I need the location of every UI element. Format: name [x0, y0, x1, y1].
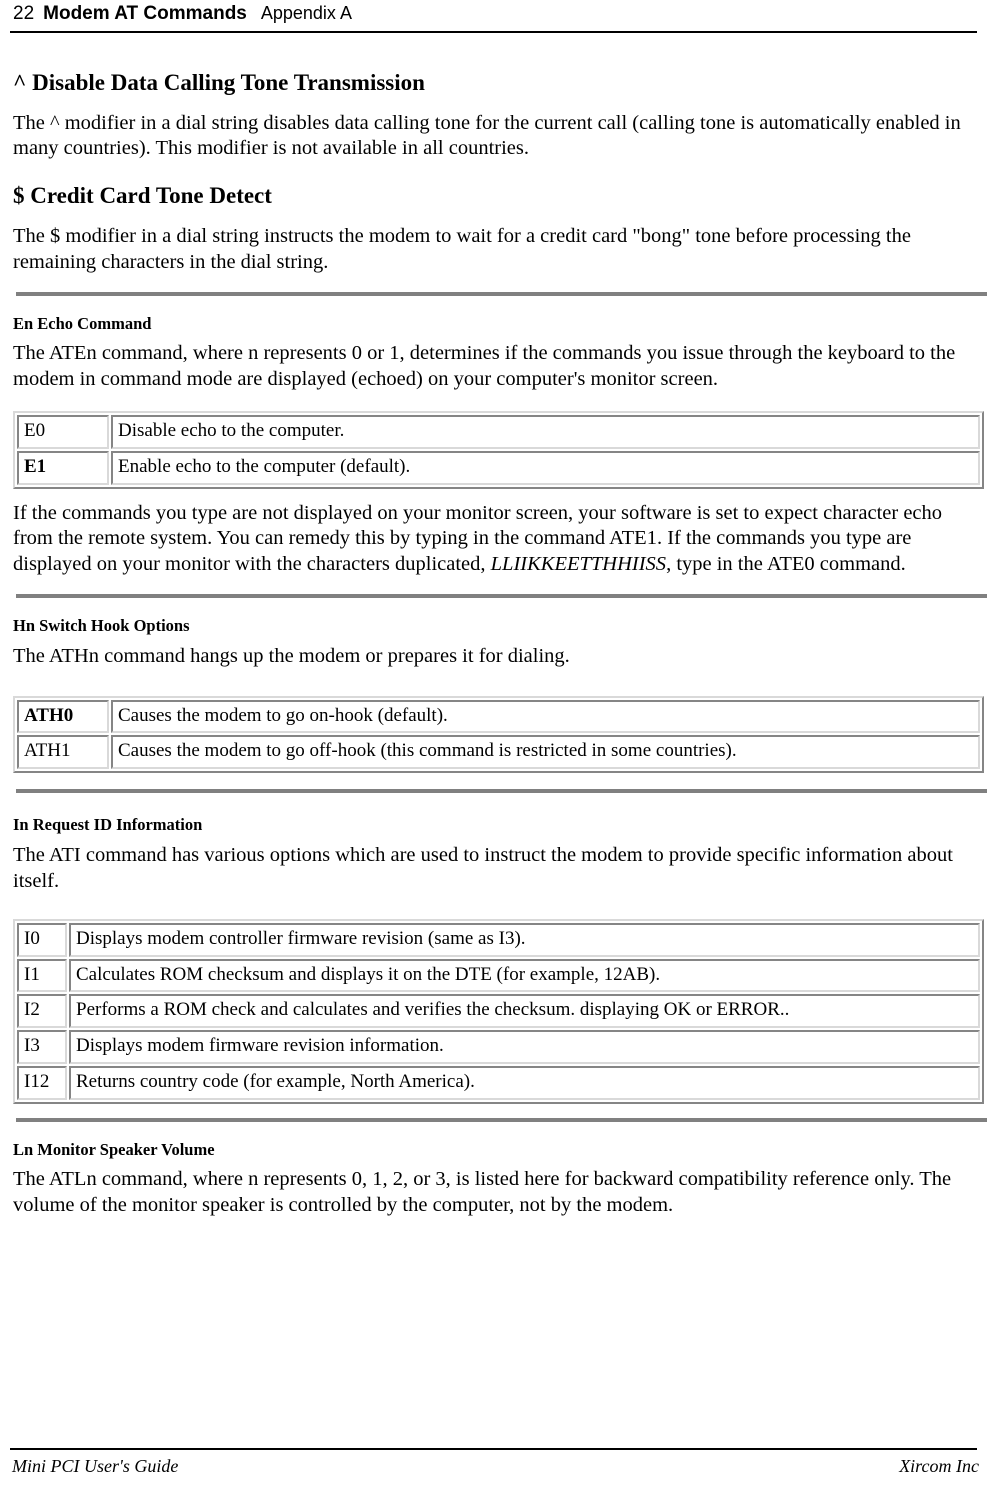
description-cell: Enable echo to the computer (default).	[111, 451, 980, 485]
description-cell: Calculates ROM checksum and displays it on the DTE (for example, 12AB).	[69, 959, 980, 993]
command-cell: I1	[17, 959, 67, 993]
running-header	[10, 0, 979, 29]
section-heading-hook: Hn Switch Hook Options	[13, 616, 190, 636]
command-cell: ATH1	[17, 735, 109, 769]
page-number: 22	[13, 3, 35, 24]
table-row	[17, 1066, 980, 1100]
running-footer	[10, 1448, 979, 1477]
table-row	[17, 923, 980, 957]
header-divider	[10, 31, 977, 33]
command-cell: I12	[17, 1066, 67, 1100]
command-table-hook-body	[17, 700, 980, 770]
description-cell: Causes the modem to go off-hook (this command is restricted in some countries).	[111, 735, 980, 769]
footer-row	[10, 1456, 979, 1477]
command-table-info	[13, 919, 984, 1104]
section-heading-volume: Ln Monitor Speaker Volume	[13, 1139, 215, 1159]
section-paragraph-echo-note	[10, 501, 979, 578]
echo-note-emphasis: LLIIKKEETTHHIISS	[490, 553, 667, 576]
section-divider-hook	[16, 594, 987, 598]
footer-divider	[10, 1448, 977, 1450]
section-divider-echo	[16, 292, 987, 296]
table-row	[17, 994, 980, 1028]
command-cell: I3	[17, 1030, 67, 1064]
echo-note-part2: , type in the ATE0 command.	[666, 553, 906, 576]
footer-right-text: Xircom Inc	[899, 1456, 979, 1476]
command-cell: I2	[17, 994, 67, 1028]
description-cell: Disable echo to the computer.	[111, 415, 980, 449]
description-cell: Displays modem controller firmware revision (same as I3).	[69, 923, 980, 957]
table-row	[17, 959, 980, 993]
command-cell: ATH0	[17, 700, 109, 734]
echo-note-part1: If the commands you type are not displayed on your monitor screen, your software is set to expect character echo from the remote system. You can remedy this by typing in the command ATE1. If the commands you type are displayed on your monitor with the characters duplicated,	[13, 501, 943, 576]
command-cell: E1	[17, 451, 109, 485]
description-cell: Causes the modem to go on-hook (default).	[111, 700, 980, 734]
command-cell: I0	[17, 923, 67, 957]
description-cell: Performs a ROM check and calculates and verifies the checksum. displaying OK or ERROR..	[69, 994, 980, 1028]
section-heading-caret: ^ Disable Data Calling Tone Transmission	[13, 70, 425, 95]
table-row	[17, 700, 980, 734]
command-table-info-body	[17, 923, 980, 1100]
section-paragraph-echo: The ATEn command, where n represents 0 or 1, determines if the commands you issue through the keyboard to the modem in command mode are displayed (echoed) on your computer's monitor screen.	[13, 342, 956, 391]
command-table-echo	[13, 411, 984, 489]
command-table-echo-body	[17, 415, 980, 485]
command-cell: E0	[17, 415, 109, 449]
footer-left-text: Mini PCI User's Guide	[12, 1456, 179, 1476]
table-row	[17, 451, 980, 485]
section-divider-info	[16, 789, 987, 793]
section-heading-dollar: $ Credit Card Tone Detect	[13, 183, 272, 209]
section-paragraph-info: The ATI command has various options which are used to instruct the modem to provide specific information about itself.	[13, 844, 953, 892]
table-row	[17, 735, 980, 769]
section-heading-echo: En Echo Command	[13, 313, 152, 333]
command-table-hook	[13, 696, 984, 774]
section-heading-info: In Request ID Information	[13, 815, 203, 835]
description-cell: Displays modem firmware revision information.	[69, 1030, 980, 1064]
section-paragraph-dollar: The $ modifier in a dial string instructs the modem to wait for a credit card "bong" tone before processing the remaining characters in the dial string.	[13, 224, 911, 273]
section-paragraph-caret: The ^ modifier in a dial string disables data calling tone for the current call (calling tone is automatically enabled in many countries). This modifier is not available in all countries.	[13, 111, 961, 160]
header-title: Modem AT Commands	[43, 3, 247, 24]
section-paragraph-volume: The ATLn command, where n represents 0, 1, 2, or 3, is listed here for backward compatibility reference only. The volume of the monitor speaker is controlled by the computer, not by the modem.	[13, 1168, 952, 1217]
header-appendix: Appendix A	[260, 3, 352, 23]
table-row	[17, 415, 980, 449]
section-divider-volume	[16, 1118, 987, 1122]
section-paragraph-hook: The ATHn command hangs up the modem or prepares it for dialing.	[13, 644, 570, 667]
table-row	[17, 1030, 980, 1064]
description-cell: Returns country code (for example, North America).	[69, 1066, 980, 1100]
